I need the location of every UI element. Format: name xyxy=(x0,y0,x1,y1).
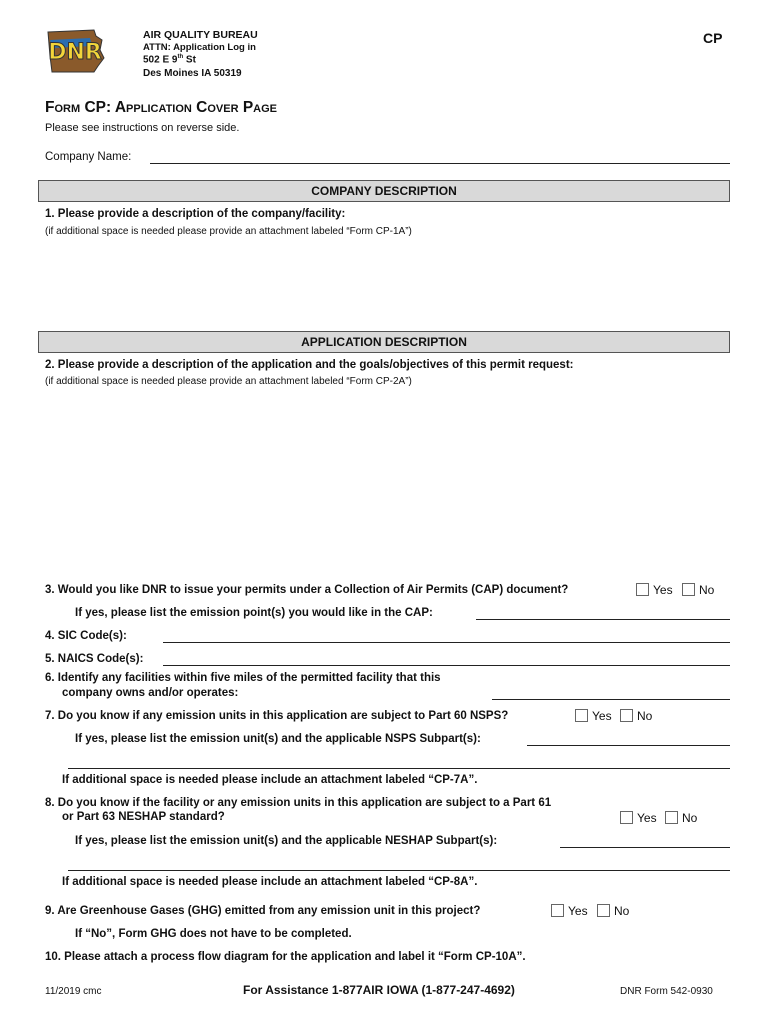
company-description-field[interactable] xyxy=(45,240,730,320)
company-description-banner: COMPANY DESCRIPTION xyxy=(38,180,730,202)
question-2-note: (if additional space is needed please provide an attachment labeled “Form CP-2A”) xyxy=(45,376,412,387)
question-7: 7. Do you know if any emission units in this application are subject to Part 60 NSPS? xyxy=(45,710,509,722)
q8-yes-checkbox[interactable] xyxy=(620,811,633,824)
page-title: Form CP: Application Cover Page xyxy=(45,99,278,116)
question-8-sub: If yes, please list the emission unit(s) and the applicable NESHAP Subpart(s): xyxy=(75,835,498,847)
nearby-facilities-field[interactable] xyxy=(492,699,730,700)
question-2: 2. Please provide a description of the application and the goals/objectives of this permit request: xyxy=(45,359,574,371)
question-7-sub: If yes, please list the emission unit(s) and the applicable NSPS Subpart(s): xyxy=(75,733,481,745)
q9-no-label: No xyxy=(614,904,630,918)
q3-yes-checkbox[interactable] xyxy=(636,583,649,596)
q7-no-checkbox[interactable] xyxy=(620,709,633,722)
question-9: 9. Are Greenhouse Gases (GHG) emitted from any emission unit in this project? xyxy=(45,905,481,917)
question-8-cont: or Part 63 NESHAP standard? xyxy=(62,811,225,823)
q3-yes-label: Yes xyxy=(653,583,673,597)
question-8: 8. Do you know if the facility or any emission units in this application are subject to a Part 61 xyxy=(45,797,552,809)
q3-no-label: No xyxy=(699,583,715,597)
q9-yes-checkbox[interactable] xyxy=(551,904,564,917)
street-address: 502 E 9th St xyxy=(143,54,196,66)
sic-code-field[interactable] xyxy=(163,642,730,643)
question-7-note: If additional space is needed please include an attachment labeled “CP-7A”. xyxy=(62,774,478,786)
question-3: 3. Would you like DNR to issue your permits under a Collection of Air Permits (CAP) document? xyxy=(45,584,569,596)
question-6: 6. Identify any facilities within five miles of the permitted facility that this xyxy=(45,672,441,684)
nsps-subpart-field[interactable] xyxy=(527,745,730,746)
q3-no-checkbox[interactable] xyxy=(682,583,695,596)
q9-yes-label: Yes xyxy=(568,904,588,918)
footer-form-number: DNR Form 542-0930 xyxy=(620,986,713,997)
dnr-logo xyxy=(44,26,106,76)
footer-date: 11/2019 cmc xyxy=(45,986,102,997)
question-3-sub: If yes, please list the emission point(s) you would like in the CAP: xyxy=(75,607,433,619)
q8-yes-label: Yes xyxy=(637,811,657,825)
q9-no-checkbox[interactable] xyxy=(597,904,610,917)
q7-yes-label: Yes xyxy=(592,709,612,723)
logo-text: DNR xyxy=(48,40,102,65)
application-description-banner: APPLICATION DESCRIPTION xyxy=(38,331,730,353)
q7-no-label: No xyxy=(637,709,653,723)
question-10: 10. Please attach a process flow diagram for the application and label it “Form CP-10A”. xyxy=(45,951,526,963)
q7-yes-checkbox[interactable] xyxy=(575,709,588,722)
q8-no-checkbox[interactable] xyxy=(665,811,678,824)
nsps-subpart-field-2[interactable] xyxy=(68,768,730,769)
neshap-subpart-field-2[interactable] xyxy=(68,870,730,871)
question-6-cont: company owns and/or operates: xyxy=(62,687,239,699)
question-5: 5. NAICS Code(s): xyxy=(45,653,144,665)
question-9-sub: If “No”, Form GHG does not have to be completed. xyxy=(75,928,352,940)
form-code: CP xyxy=(703,30,723,46)
attn-line: ATTN: Application Log in xyxy=(143,42,256,53)
company-name-field[interactable] xyxy=(150,163,730,164)
city-line: Des Moines IA 50319 xyxy=(143,68,242,79)
question-1-note: (if additional space is needed please provide an attachment labeled “Form CP-1A”) xyxy=(45,226,412,237)
application-description-field[interactable] xyxy=(45,392,730,572)
company-name-label: Company Name: xyxy=(45,151,132,163)
footer-assistance: For Assistance 1-877AIR IOWA (1-877-247-4692) xyxy=(243,983,515,997)
naics-code-field[interactable] xyxy=(163,665,730,666)
instructions-text: Please see instructions on reverse side. xyxy=(45,122,240,134)
cap-emission-points-field[interactable] xyxy=(476,619,730,620)
neshap-subpart-field[interactable] xyxy=(560,847,730,848)
question-4: 4. SIC Code(s): xyxy=(45,630,127,642)
question-1: 1. Please provide a description of the company/facility: xyxy=(45,208,346,220)
question-8-note: If additional space is needed please include an attachment labeled “CP-8A”. xyxy=(62,876,478,888)
q8-no-label: No xyxy=(682,811,698,825)
bureau-name: AIR QUALITY BUREAU xyxy=(143,29,258,41)
